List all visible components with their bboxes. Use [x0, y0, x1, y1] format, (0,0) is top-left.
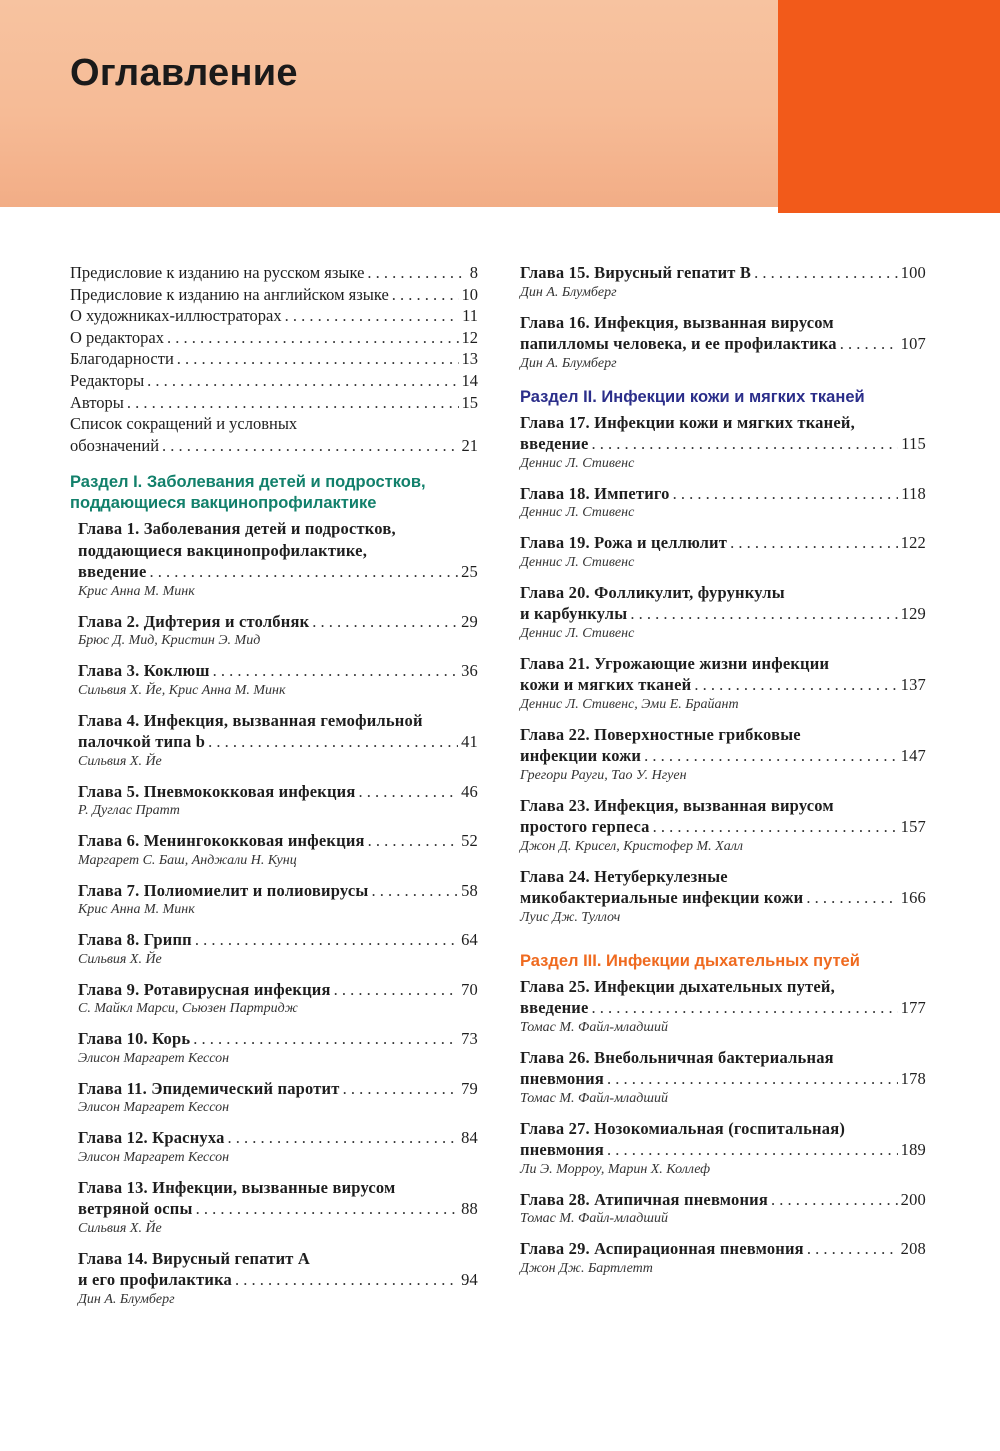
chapter-title: Глава 28. Атипичная пневмония	[520, 1189, 768, 1209]
chapter-title: введение	[78, 562, 147, 582]
chapter-page: 137	[900, 675, 926, 694]
chapter-entry[interactable]	[78, 979, 478, 1019]
chapter-page: 118	[901, 483, 926, 503]
chapter-entry[interactable]	[78, 1177, 478, 1238]
chapter-title-line: Глава 13. Инфекции, вызванные вирусом	[78, 1177, 396, 1197]
chapter-title-line: Глава 24. Нетуберкулезные	[520, 866, 728, 886]
chapter-entry[interactable]	[78, 830, 478, 870]
chapter-page: 70	[461, 979, 478, 999]
entry-page: 13	[461, 349, 478, 369]
chapter-entry[interactable]	[520, 582, 926, 643]
chapter-page: 177	[900, 998, 926, 1017]
chapter-title-line: Глава 26. Внебольничная бактериальная	[520, 1047, 834, 1067]
chapter-author: Р. Дуглас Пратт	[78, 803, 180, 819]
chapter-page: 94	[461, 1270, 478, 1290]
chapter-page: 29	[461, 611, 478, 631]
chapter-entry[interactable]	[520, 724, 926, 785]
chapter-entry[interactable]	[78, 1127, 478, 1167]
toc-entry[interactable]	[70, 262, 478, 284]
chapter-page: 25	[461, 562, 478, 582]
chapter-page: 147	[900, 746, 926, 765]
chapter-title: Глава 6. Менингококковая инфекция	[78, 831, 365, 851]
chapter-page: 166	[900, 888, 926, 907]
chapter-author: Деннис Л. Стивенс	[520, 554, 635, 570]
entry-page: 14	[461, 370, 478, 390]
entry-title: О редакторах	[70, 327, 164, 347]
entry-page: 21	[461, 435, 478, 455]
chapter-page: 157	[900, 817, 926, 836]
chapter-title-line: Глава 4. Инфекция, вызванная гемофильной	[78, 710, 423, 730]
chapter-entry[interactable]	[520, 866, 926, 927]
toc-entry[interactable]	[70, 370, 478, 392]
chapter-entry[interactable]	[78, 1078, 478, 1118]
chapter-entry[interactable]	[520, 1118, 926, 1179]
chapter-title: Глава 2. Дифтерия и столбняк	[78, 611, 310, 631]
entry-page: 12	[461, 327, 478, 347]
chapter-entry[interactable]	[520, 412, 926, 473]
chapter-author: Деннис Л. Стивенс, Эми Е. Брайант	[520, 696, 739, 712]
chapter-entry[interactable]	[78, 880, 478, 920]
chapter-author: Луис Дж. Туллоч	[520, 909, 621, 925]
chapter-title-line: Глава 17. Инфекции кожи и мягких тканей,	[520, 412, 855, 432]
chapter-author: Джон Д. Крисел, Кристофер М. Халл	[520, 838, 743, 854]
toc-entry[interactable]	[70, 413, 478, 456]
entry-title: Авторы	[70, 392, 124, 412]
chapter-title: Глава 12. Краснуха	[78, 1128, 225, 1148]
chapter-title: Глава 3. Коклюш	[78, 661, 210, 681]
chapter-page: 79	[461, 1078, 478, 1098]
chapter-author: Ли Э. Морроу, Марин Х. Коллеф	[520, 1161, 711, 1177]
chapter-title: Глава 19. Рожа и целлюлит	[520, 533, 728, 552]
chapter-author: Элисон Маргарет Кессон	[78, 1050, 230, 1066]
chapter-entry[interactable]	[520, 312, 926, 373]
chapter-page: 178	[900, 1069, 926, 1088]
chapter-author: Маргарет С. Баш, Анджали Н. Кунц	[78, 852, 297, 868]
chapter-entry[interactable]	[520, 1189, 926, 1229]
chapter-author: Томас М. Файл-младший	[520, 1090, 668, 1106]
chapter-title: Глава 7. Полиомиелит и полиовирусы	[78, 880, 369, 900]
chapter-title-line: Глава 21. Угрожающие жизни инфекции	[520, 653, 830, 673]
section-heading-3[interactable]: Раздел III. Инфекции дыхательных путей	[520, 951, 860, 970]
chapter-entry[interactable]	[520, 795, 926, 856]
toc-right-column	[520, 262, 926, 1288]
chapter-title: пневмония	[520, 1069, 604, 1088]
chapter-title: и его профилактика	[78, 1270, 233, 1290]
chapter-page: 107	[900, 334, 926, 353]
toc-entry[interactable]	[70, 284, 478, 306]
front-matter-list	[70, 262, 478, 456]
entry-page: 8	[469, 263, 478, 282]
chapter-page: 64	[461, 930, 478, 950]
chapter-title: ветряной оспы	[78, 1199, 193, 1219]
chapter-entry[interactable]	[78, 781, 478, 821]
chapter-author: Дин А. Блумберг	[520, 355, 617, 371]
chapter-title-line: Глава 23. Инфекция, вызванная вирусом	[520, 795, 834, 815]
chapter-title-line: Глава 22. Поверхностные грибковые	[520, 724, 801, 744]
chapter-author: Элисон Маргарет Кессон	[78, 1100, 230, 1116]
chapter-page: 58	[461, 880, 478, 900]
chapter-author: Брюс Д. Мид, Кристин Э. Мид	[78, 633, 261, 649]
chapter-author: Деннис Л. Стивенс	[520, 455, 635, 471]
chapter-author: Крис Анна М. Минк	[78, 902, 195, 918]
chapter-page: 36	[461, 661, 478, 681]
chapter-author: Элисон Маргарет Кессон	[78, 1149, 230, 1165]
chapter-title: кожи и мягких тканей	[520, 675, 692, 694]
chapter-author: Сильвия Х. Йе, Крис Анна М. Минк	[78, 682, 286, 698]
chapter-page: 200	[900, 1189, 926, 1209]
entry-title: обозначений	[70, 435, 160, 455]
chapter-author: Крис Анна М. Минк	[78, 583, 195, 599]
chapter-entry[interactable]	[78, 611, 478, 651]
toc-left-column	[70, 262, 478, 1319]
chapter-title: Глава 15. Вирусный гепатит В	[520, 263, 752, 282]
chapter-title: инфекции кожи	[520, 746, 642, 765]
chapter-title-line: Глава 16. Инфекция, вызванная вирусом	[520, 312, 834, 332]
chapter-title: Глава 18. Импетиго	[520, 483, 670, 503]
chapter-entry[interactable]	[520, 532, 926, 572]
entry-title: Предисловие к изданию на английском языке	[70, 284, 389, 304]
chapter-author: Грегори Рауги, Тао У. Нгуен	[520, 767, 687, 783]
section-3-chapters	[520, 976, 926, 1278]
chapter-page: 129	[900, 604, 926, 623]
chapter-entry[interactable]	[520, 483, 926, 523]
chapter-entry[interactable]	[520, 262, 926, 302]
chapter-title-line: Глава 14. Вирусный гепатит А	[78, 1248, 311, 1268]
chapter-page: 41	[461, 732, 478, 752]
chapter-title: Глава 8. Грипп	[78, 930, 192, 950]
chapter-title: простого герпеса	[520, 817, 650, 836]
entry-page: 15	[461, 392, 478, 412]
toc-entry[interactable]	[70, 305, 478, 327]
section-heading-1[interactable]: Раздел I. Заболевания детей и подростков, поддающиеся вакцинопрофилактике	[70, 473, 426, 513]
entry-title-line: Список сокращений и условных	[70, 414, 298, 434]
entry-page: 10	[461, 284, 478, 304]
chapter-page: 189	[900, 1140, 926, 1159]
toc-entry[interactable]	[70, 327, 478, 349]
chapter-author: Томас М. Файл-младший	[520, 1019, 668, 1035]
chapter-entry[interactable]	[520, 1238, 926, 1278]
chapter-title: и карбункулы	[520, 604, 628, 623]
section-heading-2[interactable]: Раздел II. Инфекции кожи и мягких тканей	[520, 387, 865, 406]
chapter-entry[interactable]	[78, 518, 478, 601]
chapter-title-line: поддающиеся вакцинопрофилактике,	[78, 540, 368, 560]
section-2-chapters	[520, 412, 926, 927]
entry-title: О художниках-иллюстраторах	[70, 306, 282, 326]
chapter-entry[interactable]	[78, 929, 478, 969]
chapter-author: Сильвия Х. Йе	[78, 1220, 162, 1236]
chapter-author: Деннис Л. Стивенс	[520, 625, 635, 641]
chapter-author: Сильвия Х. Йе	[78, 951, 162, 967]
chapter-title: Глава 9. Ротавирусная инфекция	[78, 979, 331, 999]
chapter-title-line: Глава 1. Заболевания детей и подростков,	[78, 519, 396, 539]
chapter-page: 122	[900, 533, 926, 552]
chapter-title-line: Глава 25. Инфекции дыхательных путей,	[520, 976, 835, 996]
chapter-author: Дин А. Блумберг	[78, 1291, 175, 1307]
chapter-entry[interactable]	[78, 1028, 478, 1068]
chapter-page: 84	[461, 1128, 478, 1148]
chapter-entry[interactable]	[78, 710, 478, 771]
chapter-title: Глава 10. Корь	[78, 1029, 191, 1049]
entry-title: Предисловие к изданию на русском языке	[70, 263, 365, 282]
chapter-entry[interactable]	[520, 976, 926, 1037]
chapter-title-line: Глава 27. Нозокомиальная (госпитальная)	[520, 1118, 846, 1138]
chapter-entry[interactable]	[78, 660, 478, 700]
chapter-title: пневмония	[520, 1140, 604, 1159]
chapter-title: микобактериальные инфекции кожи	[520, 888, 804, 907]
entry-title: Редакторы	[70, 370, 145, 390]
page-title: Оглавление	[70, 52, 298, 94]
chapter-page: 52	[461, 831, 478, 851]
chapter-page: 100	[900, 263, 926, 282]
chapter-page: 73	[461, 1029, 478, 1049]
chapter-author: С. Майкл Марси, Сьюзен Партридж	[78, 1001, 298, 1017]
chapter-page: 208	[900, 1239, 926, 1258]
chapter-author: Деннис Л. Стивенс	[520, 505, 635, 520]
chapter-author: Дин А. Блумберг	[520, 284, 617, 300]
chapter-title: палочкой типа b	[78, 732, 206, 752]
section-1-chapters-continued	[520, 262, 926, 373]
toc-entry[interactable]	[70, 392, 478, 414]
chapter-title: папилломы человека, и ее профилактика	[520, 334, 837, 353]
chapter-entry[interactable]	[520, 653, 926, 714]
chapter-title: введение	[520, 434, 589, 453]
chapter-page: 88	[461, 1199, 478, 1219]
header-accent-block	[778, 0, 1000, 213]
entry-page: 11	[462, 306, 478, 326]
chapter-title: Глава 29. Аспирационная пневмония	[520, 1239, 804, 1258]
chapter-page: 46	[461, 781, 478, 801]
chapter-title: Глава 11. Эпидемический паротит	[78, 1078, 340, 1098]
chapter-page: 115	[901, 434, 926, 453]
chapter-author: Томас М. Файл-младший	[520, 1211, 668, 1226]
chapter-author: Джон Дж. Бартлетт	[520, 1260, 653, 1276]
chapter-entry[interactable]	[520, 1047, 926, 1108]
chapter-title-line: Глава 20. Фолликулит, фурункулы	[520, 582, 785, 602]
chapter-author: Сильвия Х. Йе	[78, 753, 162, 769]
section-1-chapters	[70, 518, 478, 1309]
toc-entry[interactable]	[70, 348, 478, 370]
header-band	[0, 0, 778, 207]
chapter-title: введение	[520, 998, 589, 1017]
chapter-entry[interactable]	[78, 1248, 478, 1309]
entry-title: Благодарности	[70, 349, 174, 369]
chapter-title: Глава 5. Пневмококковая инфекция	[78, 781, 356, 801]
